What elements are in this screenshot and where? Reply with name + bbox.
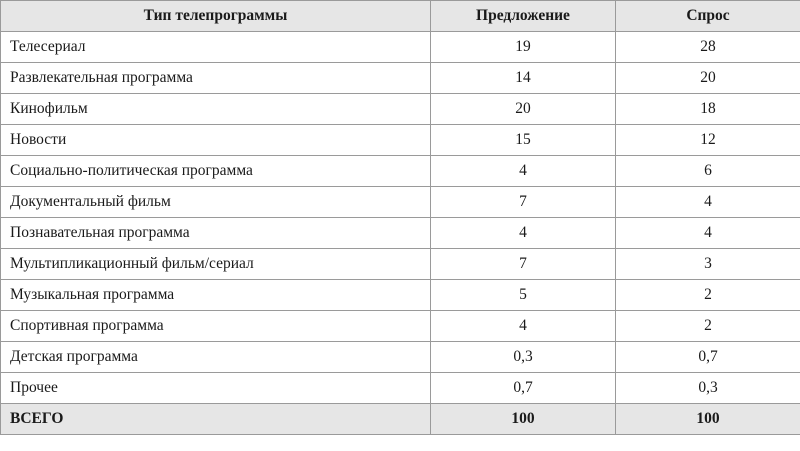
cell-supply: 0,7	[431, 373, 616, 404]
cell-supply: 20	[431, 94, 616, 125]
cell-type: Документальный фильм	[1, 187, 431, 218]
cell-supply: 5	[431, 280, 616, 311]
table-row	[1, 249, 800, 280]
cell-supply: 4	[431, 156, 616, 187]
cell-supply: 0,3	[431, 342, 616, 373]
cell-demand: 3	[616, 249, 800, 280]
cell-demand: 0,3	[616, 373, 800, 404]
table-total-row	[1, 404, 800, 435]
table-row	[1, 311, 800, 342]
table-row	[1, 373, 800, 404]
cell-demand: 0,7	[616, 342, 800, 373]
cell-type: Новости	[1, 125, 431, 156]
cell-supply: 15	[431, 125, 616, 156]
cell-supply: 19	[431, 32, 616, 63]
cell-demand: 18	[616, 94, 800, 125]
cell-supply: 7	[431, 249, 616, 280]
cell-demand: 28	[616, 32, 800, 63]
cell-type: Мультипликационный фильм/сериал	[1, 249, 431, 280]
cell-total-demand: 100	[616, 404, 800, 435]
cell-total-supply: 100	[431, 404, 616, 435]
cell-demand: 2	[616, 311, 800, 342]
table-row	[1, 280, 800, 311]
cell-supply: 14	[431, 63, 616, 94]
table-row	[1, 32, 800, 63]
cell-supply: 4	[431, 311, 616, 342]
cell-type: Познавательная программа	[1, 218, 431, 249]
header-cell-supply: Предложение	[431, 1, 616, 32]
table-row	[1, 218, 800, 249]
cell-demand: 12	[616, 125, 800, 156]
table-row	[1, 342, 800, 373]
cell-type: Спортивная программа	[1, 311, 431, 342]
cell-type: Прочее	[1, 373, 431, 404]
table-row	[1, 63, 800, 94]
table-row	[1, 94, 800, 125]
table-row	[1, 156, 800, 187]
cell-type: Социально-политическая программа	[1, 156, 431, 187]
cell-type: Детская программа	[1, 342, 431, 373]
table-row	[1, 125, 800, 156]
cell-supply: 4	[431, 218, 616, 249]
cell-supply: 7	[431, 187, 616, 218]
cell-type: Развлекательная программа	[1, 63, 431, 94]
table-row	[1, 187, 800, 218]
cell-total-label: ВСЕГО	[1, 404, 431, 435]
header-row	[1, 1, 800, 32]
header-cell-demand: Спрос	[616, 1, 800, 32]
cell-type: Телесериал	[1, 32, 431, 63]
cell-demand: 20	[616, 63, 800, 94]
table-header	[1, 1, 800, 32]
cell-demand: 2	[616, 280, 800, 311]
cell-type: Кинофильм	[1, 94, 431, 125]
cell-demand: 4	[616, 187, 800, 218]
cell-type: Музыкальная программа	[1, 280, 431, 311]
cell-demand: 6	[616, 156, 800, 187]
table-body	[1, 32, 800, 435]
cell-demand: 4	[616, 218, 800, 249]
header-cell-type: Тип телепрограммы	[1, 1, 431, 32]
